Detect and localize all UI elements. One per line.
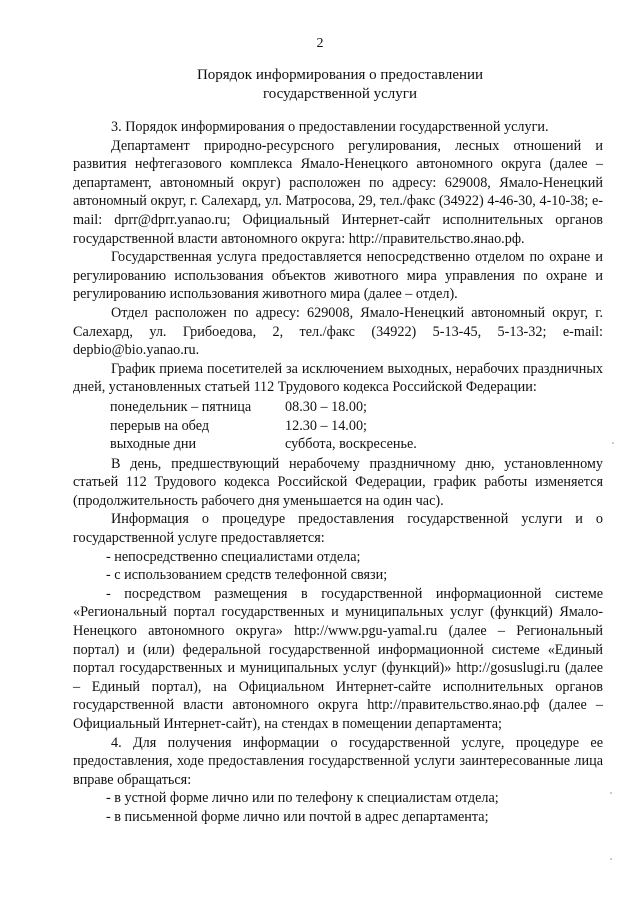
pre-holiday-paragraph: В день, предшествующий нерабочему праздничному дню, установленному статьей 112 Трудового кодекса Российской Федерации, график работы изменяется (продолжительность рабочего дня уменьшается на один час). [73, 455, 603, 509]
schedule-row [110, 435, 603, 454]
page-number: 2 [316, 36, 324, 51]
information-intro-paragraph: Информация о процедуре предоставления государственной услуги и о государственной услуге предоставляется: [73, 511, 603, 547]
title-line-1: Порядок информирования о предоставлении [196, 67, 484, 83]
schedule-row [110, 417, 603, 436]
service-provider-paragraph: Государственная услуга предоставляется непосредственно отделом по охране и регулированию использования объектов животного мира управления по охране и регулированию использования животного мира (далее – отдел). [73, 249, 603, 303]
schedule-value: 08.30 – 18.00; [285, 398, 367, 415]
section-3-heading: 3. Порядок информирования о предоставлении государственной услуги. [111, 119, 549, 135]
schedule-value: 12.30 – 14.00; [285, 417, 367, 434]
department-address-paragraph: Департамент природно-ресурсного регулирования, лесных отношений и развития нефтегазового комплекса Ямало-Ненецкого автономного округа (далее – департамент, автономный округ) расположен по адресу: 629008, Ямало-Ненецкий автономный округ, г. Салехард, ул. Матросова, 29, тел./факс (34922) 4-46-30, 4-10-38; e-mail: dprr@dprr.yanao.ru; Официальный Интернет-сайт исполнительных органов государственной власти автономного округа: http://правительство.янао.рф. [73, 137, 603, 247]
list-item: - непосредственно специалистами отдела; [106, 548, 361, 565]
title-line-2: государственной услуги [263, 86, 417, 102]
schedule-intro-paragraph: График приема посетителей за исключением выходных, нерабочих праздничных дней, установленных статьей 112 Трудового кодекса Российской Федерации: [73, 360, 603, 396]
list-item: - в письменной форме лично или почтой в адрес департамента; [106, 808, 489, 825]
reception-schedule [110, 398, 603, 454]
office-address-paragraph: Отдел расположен по адресу: 629008, Ямало-Ненецкий автономный округ, г. Салехард, ул. Грибоедова, 2, тел./факс (34922) 5-13-45, 5-13-32; e-mail: depbio@bio.yanao.ru. [73, 304, 603, 359]
schedule-value: суббота, воскресенье. [285, 436, 417, 453]
schedule-day: понедельник – пятница [110, 398, 252, 415]
schedule-day: выходные дни [110, 436, 197, 453]
schedule-row [110, 398, 603, 417]
schedule-day: перерыв на обед [110, 417, 210, 434]
scan-speck [612, 442, 614, 444]
document-title [90, 66, 590, 104]
scan-speck [610, 792, 612, 794]
list-item: - в устной форме лично или по телефону к специалистам отдела; [106, 790, 499, 807]
document-body [73, 118, 603, 827]
section-4-paragraph: 4. Для получения информации о государственной услуге, процедуре ее предоставления, ходе предоставления государственной услуги заинтересованные лица вправе обращаться: [73, 734, 603, 788]
scan-speck [610, 858, 612, 860]
list-item: - посредством размещения в государственной информационной системе «Региональный портал государственных и муниципальных услуг (функций) Ямало-Ненецкого автономного округа» http://www.pgu-yamal.ru (далее – Региональный портал) и (или) федеральной государственной информационной системе «Единый портал государственных и муниципальных услуг (функций)» http://gosuslugi.ru (далее – Единый портал), на Официальном Интернет-сайте исполнительных органов государственной власти автономного округа http://правительство.янао.рф (далее – Официальный Интернет-сайт), на стендах в помещении департамента; [73, 585, 603, 732]
list-item: - с использованием средств телефонной связи; [106, 567, 388, 584]
